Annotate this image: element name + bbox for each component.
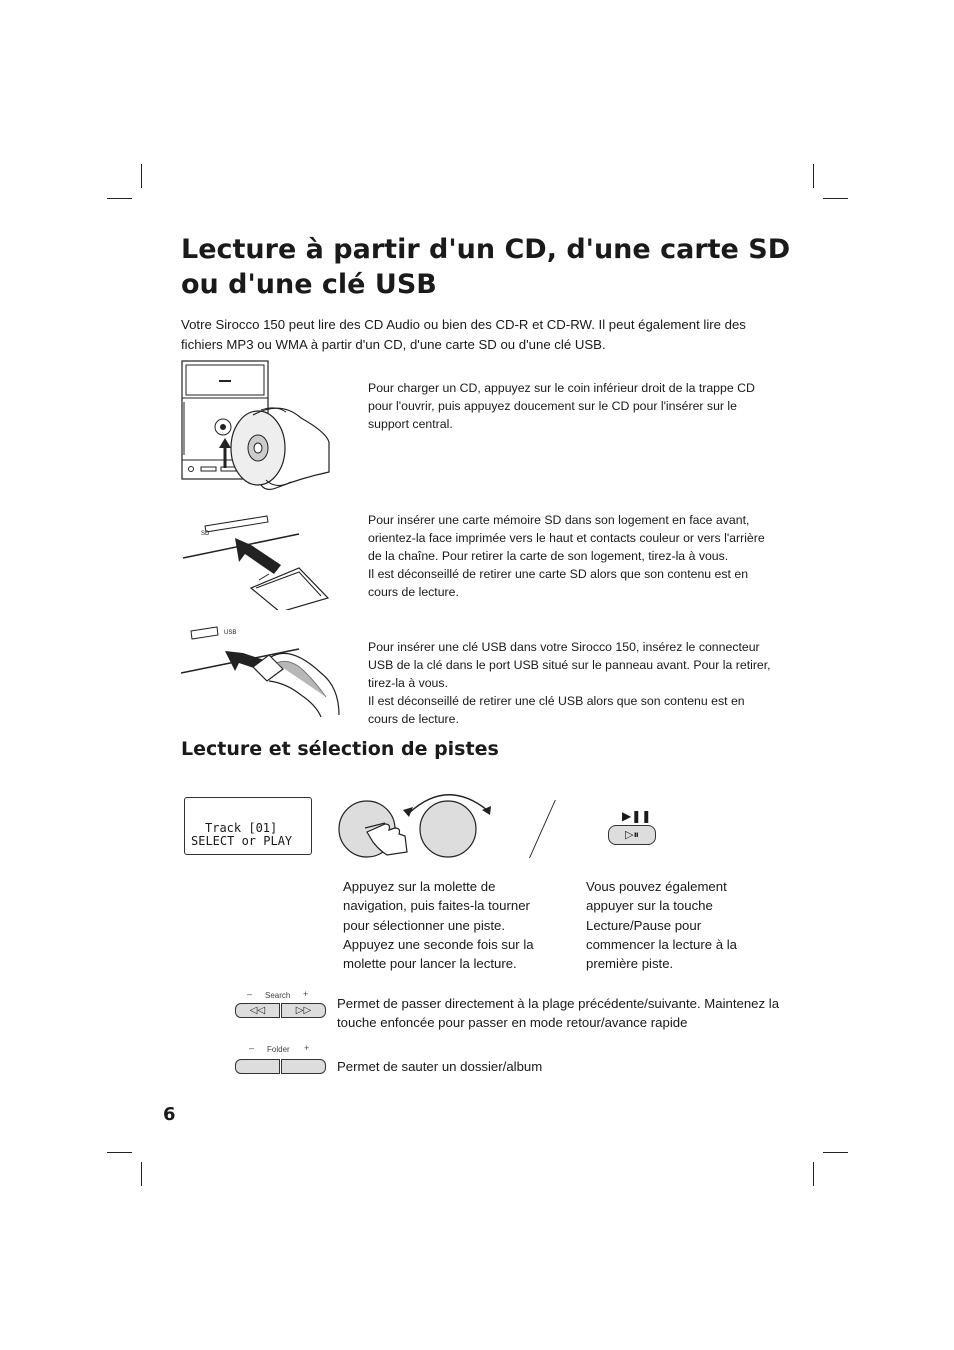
crop-mark bbox=[813, 164, 814, 188]
play-pause-button[interactable]: ▷⏸ bbox=[608, 825, 656, 845]
lcd-line-2: SELECT or PLAY bbox=[191, 834, 293, 848]
search-plus-label: + bbox=[303, 989, 309, 999]
wheel-instructions: Appuyez sur la molette de navigation, puis faites-la tourner pour sélectionner une piste. Appuyez une seconde fois sur la molette pour lancer la lecture. bbox=[343, 879, 534, 972]
previous-track-button[interactable] bbox=[235, 1003, 280, 1018]
previous-folder-button[interactable] bbox=[235, 1059, 280, 1074]
lcd-display bbox=[184, 797, 312, 855]
search-button-group bbox=[235, 989, 327, 1019]
cd-instructions: Pour charger un CD, appuyez sur le coin inférieur droit de la trappe CD pour l'ouvrir, puis appuyez doucement sur le CD pour l'insérer sur le support central. bbox=[368, 381, 755, 431]
crop-mark bbox=[141, 1162, 142, 1186]
page-title: Lecture à partir d'un CD, d'une carte SD ou d'une clé USB bbox=[181, 234, 791, 300]
next-folder-button[interactable] bbox=[281, 1059, 326, 1074]
crop-mark bbox=[823, 198, 848, 199]
sd-instructions-p1: Pour insérer une carte mémoire SD dans son logement en face avant, orientez-la face imprimée vers le haut et contacts couleur or vers l'arrière de la chaîne. Pour retirer la carte de son logement, tirez-la à vous. bbox=[368, 513, 765, 563]
page-number: 6 bbox=[163, 1104, 176, 1125]
crop-mark bbox=[813, 1162, 814, 1186]
folder-button-group bbox=[235, 1043, 327, 1075]
usb-port-label: USB bbox=[224, 630, 237, 636]
play-pause-instructions: Vous pouvez également appuyer sur la touche Lecture/Pause pour commencer la lecture à la première piste. bbox=[586, 879, 737, 972]
sd-instructions bbox=[368, 511, 773, 601]
folder-label: Folder bbox=[267, 1045, 290, 1054]
usb-instructions bbox=[368, 638, 773, 728]
fast-forward-icon: ▷▷ bbox=[295, 1005, 312, 1016]
search-label: Search bbox=[265, 991, 291, 1000]
lcd-line-1: Track [01] bbox=[205, 821, 278, 835]
usb-instructions-p1: Pour insérer une clé USB dans votre Sirocco 150, insérez le connecteur USB de la clé dans le port USB situé sur le panneau avant. Pour la retirer, tirez-la à vous. bbox=[368, 640, 771, 690]
play-pause-icon: ▶❚❚ bbox=[622, 809, 652, 823]
sd-instructions-p2: Il est déconseillé de retirer une carte SD alors que son contenu est en cours de lecture. bbox=[368, 567, 749, 599]
search-minus-label: – bbox=[247, 989, 253, 999]
crop-mark bbox=[823, 1152, 848, 1153]
next-track-button[interactable] bbox=[281, 1003, 326, 1018]
divider-slash bbox=[529, 800, 556, 858]
usb-instructions-p2: Il est déconseillé de retirer une clé USB alors que son contenu est en cours de lecture. bbox=[368, 694, 745, 726]
intro-text: Votre Sirocco 150 peut lire des CD Audio ou bien des CD-R et CD-RW. Il peut également lire des fichiers MP3 ou WMA à partir d'un CD, d'une carte SD ou d'une clé USB. bbox=[181, 317, 746, 352]
rewind-icon: ◁◁ bbox=[249, 1005, 266, 1016]
sd-insert-illustration bbox=[181, 510, 333, 610]
folder-minus-label: – bbox=[249, 1043, 255, 1053]
sd-slot-label: SD bbox=[201, 531, 210, 537]
navigation-wheel-illustration bbox=[335, 780, 495, 860]
cd-insert-illustration bbox=[181, 360, 333, 495]
section-heading: Lecture et sélection de pistes bbox=[181, 738, 499, 760]
folder-description: Permet de sauter un dossier/album bbox=[337, 1059, 543, 1074]
folder-plus-label: + bbox=[304, 1043, 310, 1053]
crop-mark bbox=[107, 198, 132, 199]
crop-mark bbox=[107, 1152, 132, 1153]
search-description: Permet de passer directement à la plage précédente/suivante. Maintenez la touche enfoncée pour passer en mode retour/avance rapide bbox=[337, 996, 780, 1031]
crop-mark bbox=[141, 164, 142, 188]
usb-insert-illustration bbox=[181, 625, 341, 720]
